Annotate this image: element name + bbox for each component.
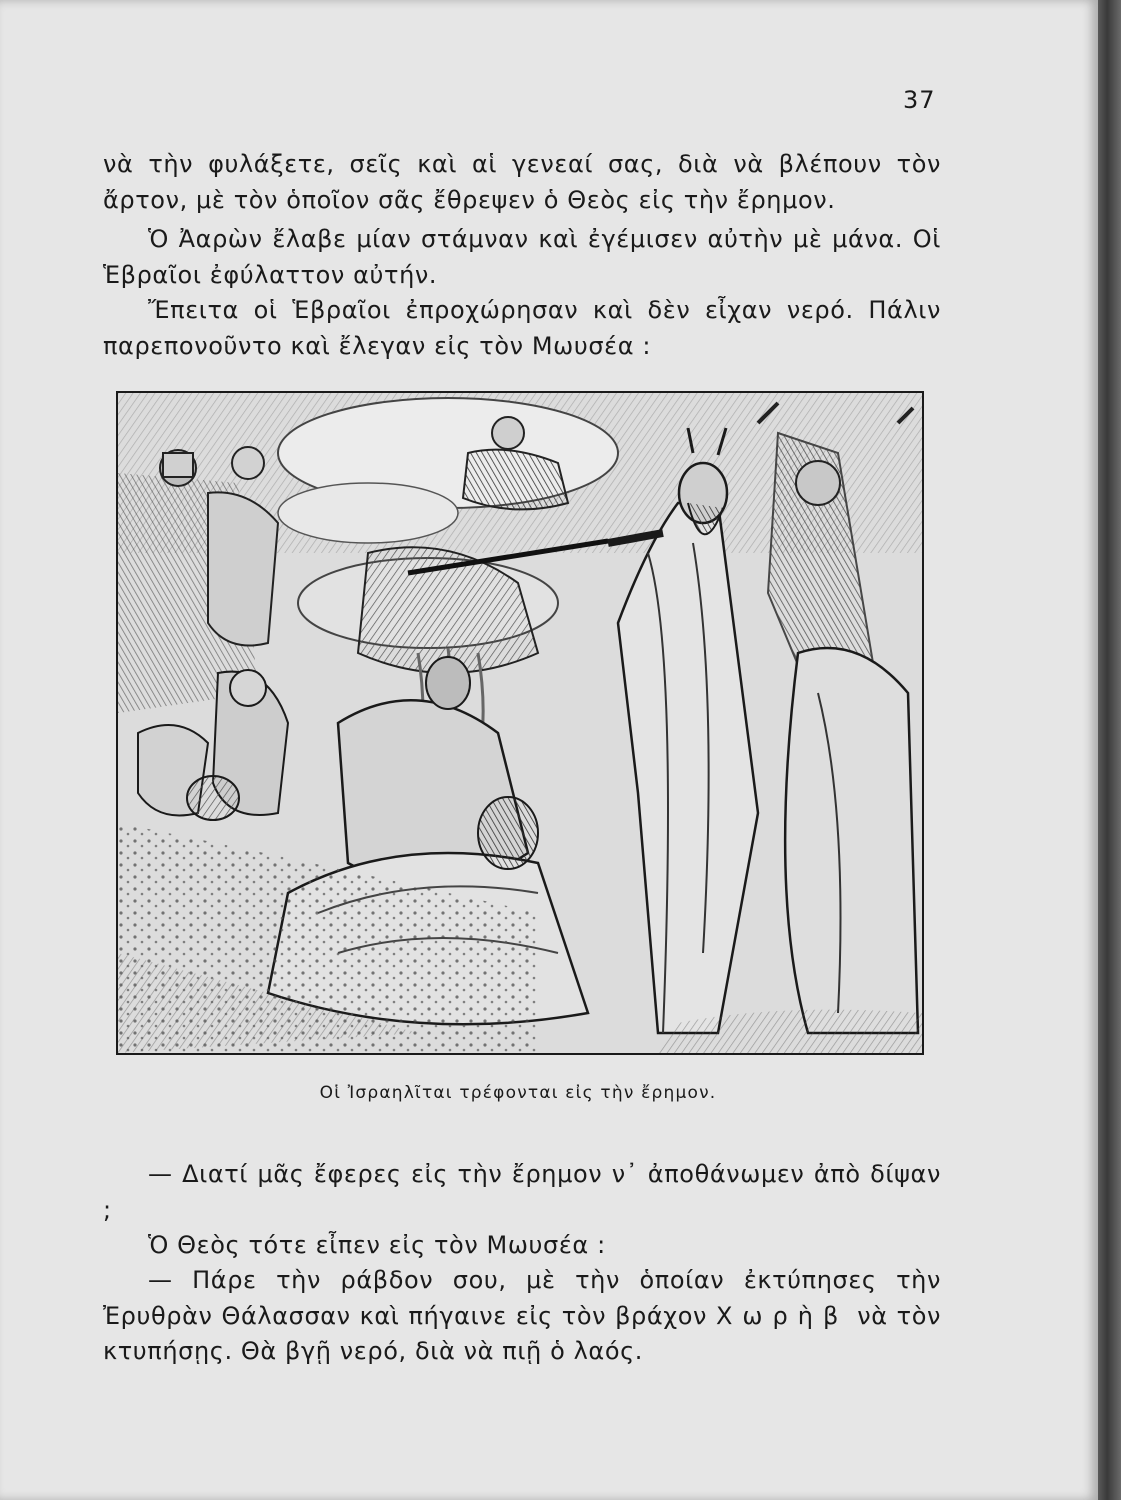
place-name-horeb: Χωρὴβ — [715, 1301, 849, 1330]
paragraph-1: νὰ τὴν φυλάξετε, σεῖς καὶ αἱ γενεαί σας, διὰ νὰ βλέπουν τὸν ἄρτον, μὲ τὸν ὁποῖον σᾶς ἔθρεψεν ὁ Θεὸς εἰς τὴν ἔρημον. — [103, 150, 941, 214]
paragraph-3: Ἔπειτα οἱ Ἑβραῖοι ἐπροχώρησαν καὶ δὲν εἶχαν νερό. Πάλιν παρεπονοῦντο καὶ ἔλεγαν εἰς τὸν Μωυσέα : — [103, 296, 941, 360]
page-number: 37 — [903, 86, 936, 114]
paragraph-2: Ὁ Ἀαρὼν ἔλαβε μίαν στάμναν καὶ ἐγέμισεν αὐτὴν μὲ μάνα. Οἱ Ἑβραῖοι ἐφύλαττον αὐτήν. — [103, 225, 941, 289]
book-gutter-edge — [1098, 0, 1121, 1500]
paragraph-6-part-2: νὰ τὸν κτυπήσῃς. Θὰ βγῇ νερό, διὰ νὰ πιῇ ὁ λαός. — [103, 1301, 941, 1365]
paragraph-6 — [103, 1263, 941, 1370]
engraving-illustration — [118, 393, 922, 1053]
paragraph-5: Ὁ Θεὸς τότε εἶπεν εἰς τὸν Μωυσέα : — [148, 1231, 606, 1259]
illustration-israelites-fed-in-desert — [116, 391, 924, 1055]
paragraph-4: — Διατί μᾶς ἔφερες εἰς τὴν ἔρημον ν᾽ ἀποθάνωμεν ἀπὸ δίψαν ; — [103, 1160, 941, 1224]
paragraph-6-part-1: — Πάρε τὴν ράβδον σου, μὲ τὴν ὁποίαν ἐκτύπησες τὴν Ἐρυθρὰν Θάλασσαν καὶ πήγαινε εἰς τὸν βράχον — [103, 1266, 941, 1330]
figure-caption: Οἱ Ἰσραηλῖται τρέφονται εἰς τὴν ἔρημον. — [319, 1083, 717, 1103]
